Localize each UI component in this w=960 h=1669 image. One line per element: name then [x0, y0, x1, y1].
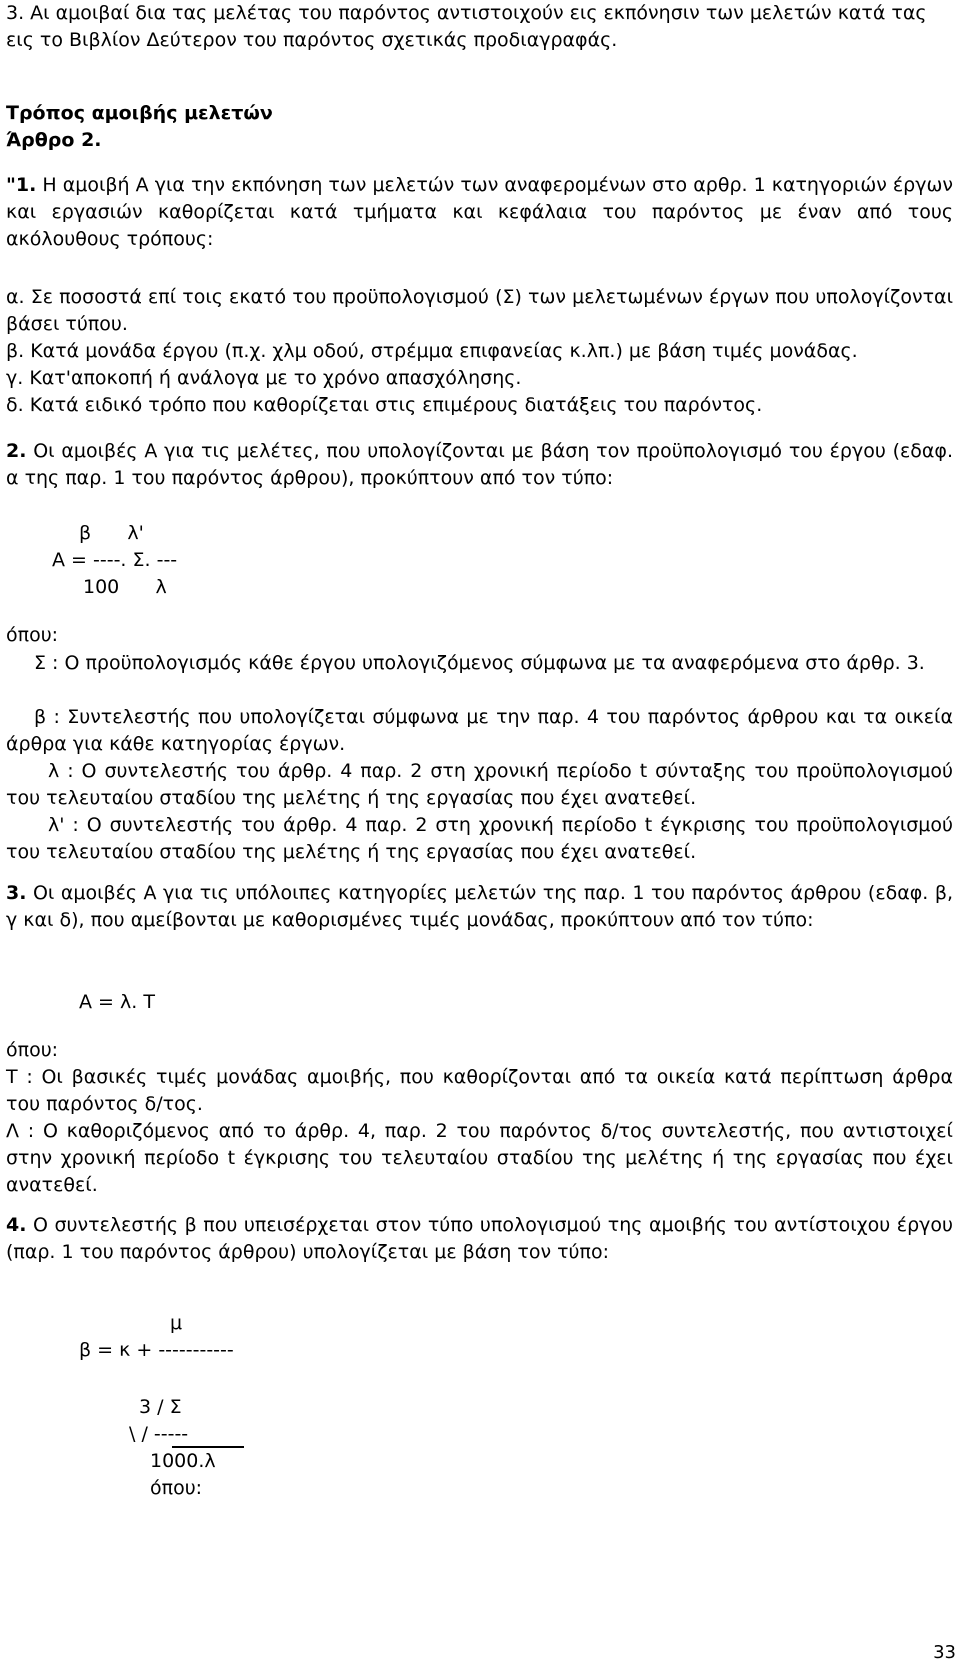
formula-1-top: β λ' — [79, 522, 144, 544]
definition-beta — [6, 704, 953, 758]
where-label-1: όπου: — [6, 624, 59, 646]
formula-1-bottom: 100 λ — [83, 576, 167, 598]
article-heading: Άρθρο 2. — [6, 129, 102, 151]
paragraph-1-text: Η αμοιβή Α για την εκπόνηση των μελετών των αναφερομένων στο αρθρ. 1 κατηγοριών έργων και εργασιών καθορίζεται κατά τμήματα και κεφάλαια του παρόντος με έναν από τους ακόλουθους τρόπους: — [6, 174, 953, 250]
definition-T: Τ : Οι βασικές τιμές μονάδας αμοιβής, που καθορίζονται από τα οικεία κατά περίπτωση άρθρα του παρόντος δ/τος. — [6, 1066, 953, 1115]
paragraph-4 — [6, 1212, 953, 1266]
formula-3-main: β = κ + ----------- — [79, 1339, 234, 1361]
formula-3-denominator: 1000.λ — [150, 1450, 216, 1472]
paragraph-3-number: 3. — [6, 882, 27, 904]
paragraph-2-text: Οι αμοιβές Α για τις μελέτες, που υπολογίζονται με βάση τον προϋπολογισμό του έργου (εδαφ. α της παρ. 1 του παρόντος άρθρου), προκύπτουν από τον τύπο: — [6, 440, 953, 489]
paragraph-4-text: Ο συντελεστής β που υπεισέρχεται στον τύπο υπολογισμού της αμοιβής του αντίστοιχου έργου (παρ. 1 του παρόντος άρθρου) υπολογίζεται με βάση τον τύπο: — [6, 1214, 953, 1263]
paragraph-3-text: Οι αμοιβές Α για τις υπόλοιπες κατηγορίες μελετών της παρ. 1 του παρόντος άρθρου (εδαφ. β, γ και δ), που αμείβονται με καθορισμένες τιμές μονάδας, προκύπτουν από τον τύπο: — [6, 882, 953, 931]
where-label-2: όπου: — [6, 1039, 59, 1061]
paragraph-3 — [6, 880, 953, 934]
definition-L: Λ : Ο καθοριζόμενος από το άρθρ. 4, παρ. 2 του παρόντος δ/τος συντελεστής, που αντιστοιχεί στην χρονική περίοδο t έγκρισης του τελευταίου σταδίου της μελέτης ή της εργασίας που έχει ανατεθεί. — [6, 1120, 953, 1196]
intro-line-2: εις το Βιβλίον Δεύτερον του παρόντος σχετικάς προδιαγραφάς. — [6, 29, 618, 51]
where-label-3: όπου: — [150, 1477, 203, 1499]
definition-sigma — [34, 650, 953, 677]
formula-3-root: \ / ----- — [129, 1423, 189, 1445]
intro-line-1: 3. Αι αμοιβαί δια τας μελέτας του παρόντος αντιστοιχούν εις εκπόνησιν των μελετών κατά τας — [6, 2, 927, 24]
formula-3-mu: μ — [170, 1312, 183, 1334]
page-number: 33 — [933, 1642, 956, 1663]
definition-lambda — [6, 758, 953, 812]
method-b: β. Κατά μονάδα έργου (π.χ. χλμ οδού, στρέμμα επιφανείας κ.λπ.) με βάση τιμές μονάδας. — [6, 340, 858, 362]
method-c: γ. Κατ'αποκοπή ή ανάλογα με το χρόνο απασχόλησης. — [6, 367, 522, 389]
method-d: δ. Κατά ειδικό τρόπο που καθορίζεται στις επιμέρους διατάξεις του παρόντος. — [6, 394, 763, 416]
section-heading: Τρόπος αμοιβής μελετών — [6, 102, 273, 124]
definition-lambda-text: λ : Ο συντελεστής του άρθρ. 4 παρ. 2 στη χρονική περίοδο t σύνταξης του προϋπολογισμού του τελευταίου σταδίου της μελέτης ή της εργασίας που έχει ανατεθεί. — [6, 760, 953, 809]
formula-3-radicand: 3 / Σ — [139, 1396, 182, 1418]
paragraph-1 — [6, 172, 953, 253]
definition-lambda-prime-text: λ' : Ο συντελεστής του άρθρ. 4 παρ. 2 στη χρονική περίοδο t έγκρισης του προϋπολογισμού του τελευταίου σταδίου της μελέτης ή της εργασίας που έχει ανατεθεί. — [6, 814, 953, 863]
definition-beta-text: β : Συντελεστής που υπολογίζεται σύμφωνα με την παρ. 4 του παρόντος άρθρου και τα οικεία άρθρα για κάθε κατηγορίας έργων. — [6, 706, 953, 755]
definition-lambda-prime — [6, 812, 953, 866]
paragraph-4-number: 4. — [6, 1214, 27, 1236]
formula-2: Α = λ. Τ — [79, 991, 155, 1013]
definition-sigma-text: Σ : Ο προϋπολογισμός κάθε έργου υπολογιζόμενος σύμφωνα με τα αναφερόμενα στο άρθρ. 3. — [34, 652, 925, 674]
paragraph-2 — [6, 438, 953, 492]
method-a: α. Σε ποσοστά επί τοις εκατό του προϋπολογισμού (Σ) των μελετωμένων έργων που υπολογίζονται βάσει τύπου. — [6, 286, 953, 335]
paragraph-1-number: "1. — [6, 174, 37, 196]
paragraph-2-number: 2. — [6, 440, 27, 462]
formula-1-middle: Α = ----. Σ. --- — [52, 549, 178, 571]
